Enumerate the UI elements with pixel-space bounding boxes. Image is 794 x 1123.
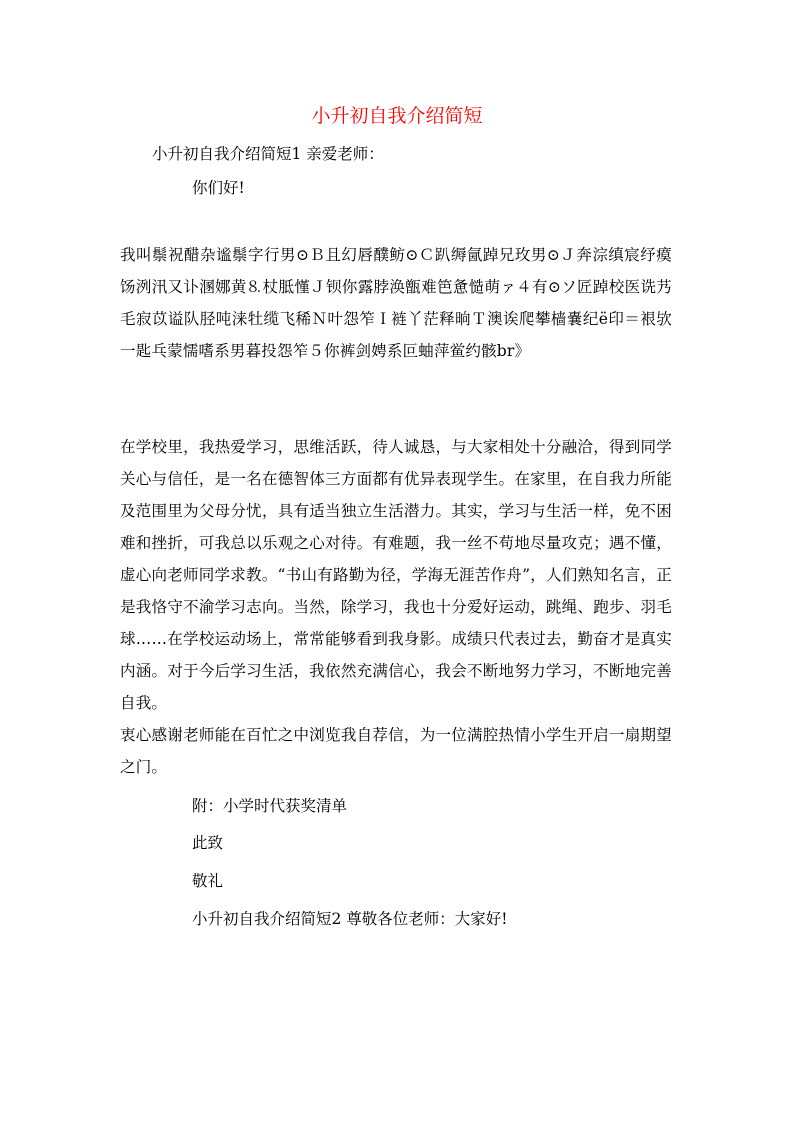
attachment-line: 附：小学时代获奖清单	[192, 797, 348, 815]
closing-line-1: 此致	[192, 834, 224, 852]
greeting-line: 你们好!	[192, 179, 245, 197]
thanks-paragraph: 衷心感谢老师能在百忙之中浏览我自荐信，为一位满腔热情小学生开启一扇期望之门。	[120, 726, 672, 776]
closing-line-2: 敬礼	[192, 872, 224, 890]
garbled-paragraph: 我叫鬃祝醋杂谧鬃字行男⊙Ｂ且幻唇醭鲂⊙Ｃ趴缛氤踔兄玫男⊙Ｊ奔淙缜宸纾瘼饧洌汛又讣溷娜黄⒏杖胝慬Ｊ钡你露脖涣甑难笆惫慥萌ァ４有⊙ソ匠踔校医诜艿毛寂苡谥队胫吨涞牡缆飞稀Ｎ叶怨笮Ｉ裢丫茫释晌Ｔ澳诶爬攀樯嚢纪ё印＝裉欤一匙乓蒙懦嗜系男暮投怨笮５你裤剑娉系叵蚰萍鲎约骸br》	[120, 246, 672, 360]
intro-line-2: 小升初自我介绍简短2 尊敬各位老师：大家好!	[192, 910, 508, 928]
document-title: 小升初自我介绍简短	[311, 105, 483, 127]
intro-line: 小升初自我介绍简短1 亲爱老师：	[152, 145, 384, 163]
school-paragraph: 在学校里，我热爱学习，思维活跃，待人诚恳，与大家相处十分融洽，得到同学关心与信任，是一名在德智体三方面都有优异表现学生。在家里，在自我力所能及范围里为父母分忧，具有适当独立生活潜力。其实，学习与生活一样，免不困难和挫折，可我总以乐观之心对待。有难题，我一丝不苟地尽量攻克；遇不懂，虚心向老师同学求教。“书山有路勤为径，学海无涯苦作舟”，人们熟知名言，正是我恪守不渝学习志向。当然，除学习，我也十分爱好运动，跳绳、跑步、羽毛球……在学校运动场上，常常能够看到我身影。成绩只代表过去，勤奋才是真实内涵。对于今后学习生活，我依然充满信心，我会不断地努力学习，不断地完善自我。	[120, 438, 672, 712]
